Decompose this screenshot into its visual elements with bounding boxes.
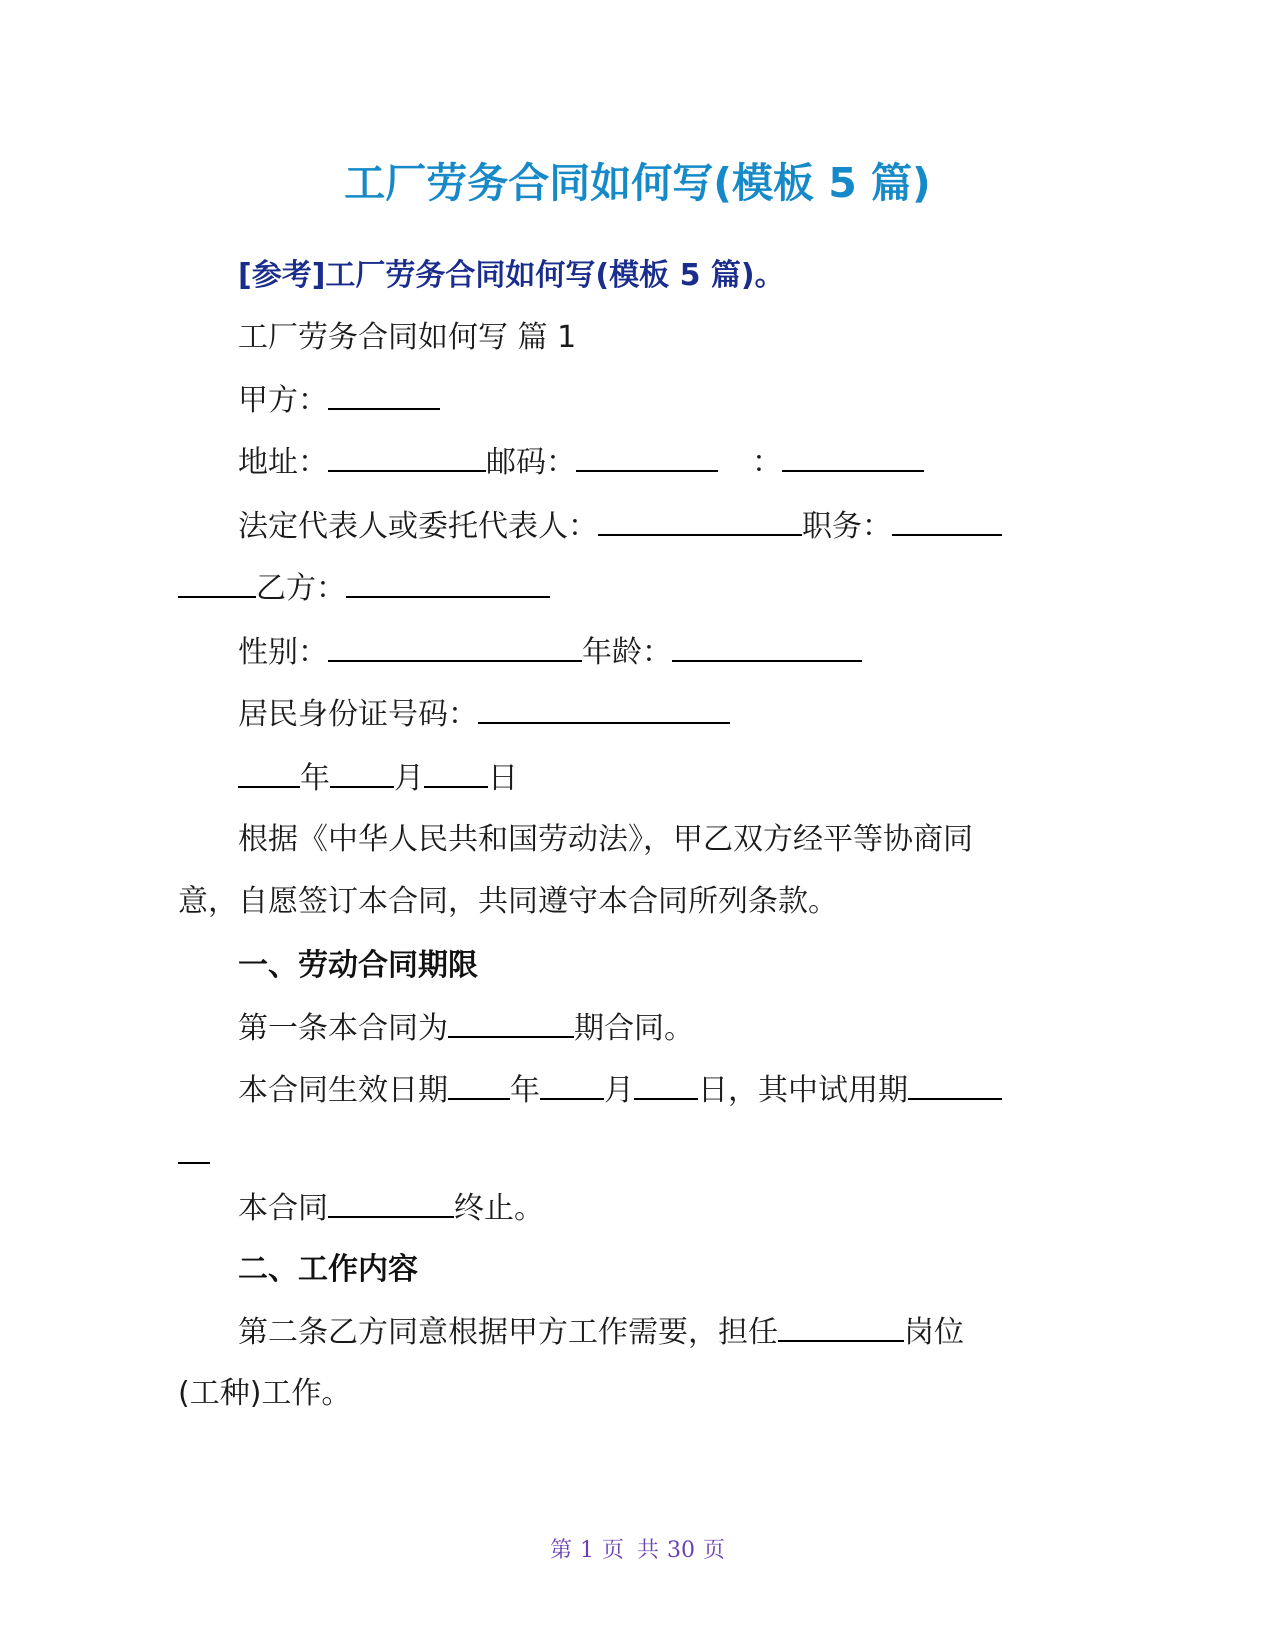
effective-prefix: 本合同生效日期 <box>238 1073 448 1108</box>
probation-blank-cont <box>178 1134 210 1164</box>
address-label: 地址： <box>238 445 328 480</box>
footer-prefix: 第 <box>549 1538 572 1563</box>
document-subtitle: [参考]工厂劳务合同如何写(模板 5 篇)。 <box>238 258 785 293</box>
postcode-label: 邮码： <box>486 445 576 480</box>
article2-text-b: 岗位 <box>904 1315 964 1350</box>
party-b-blank <box>346 568 550 598</box>
article2-line <box>238 1312 964 1353</box>
position-blank <box>892 506 1002 536</box>
document-title: 工厂劳务合同如何写(模板 5 篇) <box>344 159 931 207</box>
section-title: 工厂劳务合同如何写 篇 1 <box>238 320 577 355</box>
position-blank-cont <box>178 568 256 598</box>
probation-blank <box>908 1070 1002 1100</box>
article1-text-a: 第一条本合同为 <box>238 1011 448 1046</box>
footer-suffix: 页 <box>703 1538 726 1563</box>
party-b-label: 乙方： <box>256 571 346 606</box>
party-a-label: 甲方： <box>238 383 328 418</box>
para1-line2: 意，自愿签订本合同，共同遵守本合同所列条款。 <box>178 884 838 919</box>
id-label: 居民身份证号码： <box>238 697 478 732</box>
gender-line <box>238 632 862 673</box>
colon-blank <box>782 442 924 472</box>
article1-text-b: 期合同。 <box>574 1011 694 1046</box>
gender-label: 性别： <box>238 635 328 670</box>
probation-blank-cont-line <box>178 1134 210 1175</box>
age-blank <box>672 632 862 662</box>
address-blank <box>328 442 486 472</box>
footer-current-page: 1 <box>580 1538 594 1563</box>
legal-rep-label: 法定代表人或委托代表人： <box>238 509 598 544</box>
colon-label: ： <box>752 445 782 480</box>
article2-line2: (工种)工作。 <box>178 1376 352 1411</box>
age-label: 年龄： <box>582 635 672 670</box>
footer-mid: 页 共 <box>602 1538 659 1563</box>
heading-work-content: 二、工作内容 <box>238 1252 418 1287</box>
legal-rep-blank <box>598 506 802 536</box>
year-blank <box>238 758 300 788</box>
id-line <box>238 694 730 735</box>
effective-date-line <box>238 1070 1002 1111</box>
end-text-a: 本合同 <box>238 1191 328 1226</box>
address-line <box>238 442 924 483</box>
legal-rep-line <box>238 506 1002 547</box>
date-line <box>238 758 518 799</box>
party-a-blank <box>328 380 440 410</box>
page-footer <box>0 1533 1275 1564</box>
para1-line1: 根据《中华人民共和国劳动法》，甲乙双方经平等协商同 <box>238 822 973 857</box>
position-label: 职务： <box>802 509 892 544</box>
year-label: 年 <box>300 761 330 796</box>
contract-type-blank <box>448 1008 574 1038</box>
eff-month-label: 月 <box>604 1073 634 1108</box>
end-text-b: 终止。 <box>454 1191 544 1226</box>
day-blank <box>424 758 488 788</box>
postcode-blank <box>576 442 718 472</box>
party-a-line <box>238 380 440 421</box>
month-blank <box>330 758 394 788</box>
month-label: 月 <box>394 761 424 796</box>
article2-text-a: 第二条乙方同意根据甲方工作需要，担任 <box>238 1315 778 1350</box>
effective-suffix: 日，其中试用期 <box>698 1073 908 1108</box>
eff-day-blank <box>634 1070 698 1100</box>
gender-blank <box>328 632 582 662</box>
end-line <box>238 1188 544 1229</box>
end-blank <box>328 1188 454 1218</box>
footer-total-pages: 30 <box>667 1538 695 1563</box>
article1-line <box>238 1008 694 1049</box>
eff-year-blank <box>448 1070 510 1100</box>
post-blank <box>778 1312 904 1342</box>
heading-contract-term: 一、劳动合同期限 <box>238 948 478 983</box>
id-blank <box>478 694 730 724</box>
eff-month-blank <box>540 1070 604 1100</box>
party-b-line <box>178 568 550 609</box>
day-label: 日 <box>488 761 518 796</box>
eff-year-label: 年 <box>510 1073 540 1108</box>
